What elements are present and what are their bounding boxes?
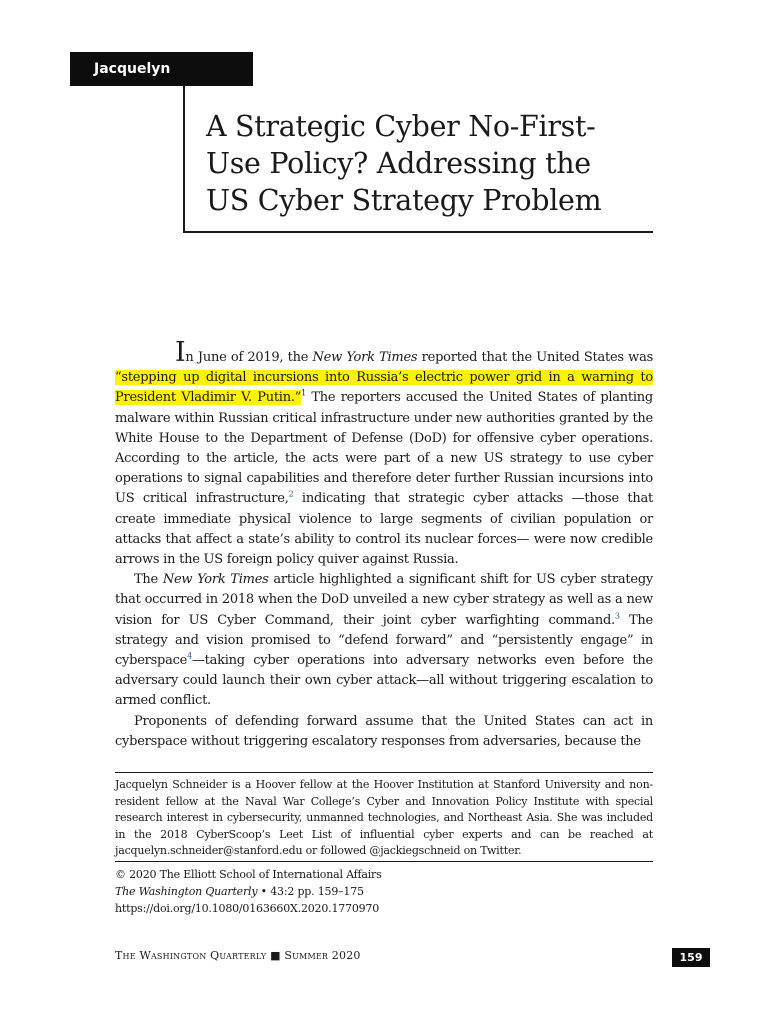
footnote-ref-2[interactable]: 2	[288, 490, 294, 500]
title-line-1: A Strategic Cyber No-First-	[206, 110, 596, 143]
p1-text-a: n June of 2019, the	[185, 350, 313, 365]
p1-text-c: The reporters accused the United States of planting malware within Russian critical infrastructure under new authorities granted by the White House to the Department of Defense (DoD) for offensive cyber operations. According to the article, the acts were part of a new US strategy to use cyber operations to signal capabilities and therefore deter further Russian incursions into US critical infrastructure,	[115, 390, 653, 507]
p2-text-c: The strategy and vision promised to “defend forward” and “persistently engage” in cyberspace	[115, 612, 653, 669]
title-frame-horizontal-rule	[183, 231, 653, 233]
highlighted-quote[interactable]: “stepping up digital incursions into Russia’s electric power grid in a warning to President Vladimir V. Putin.”	[115, 370, 653, 406]
p2-nyt: New York Times	[162, 572, 269, 588]
p2-text-d: —taking cyber operations into adversary networks even before the adversary could launch their own cyber attack—all without triggering escalation to armed conflict.	[115, 653, 653, 709]
doi-link[interactable]: https://doi.org/10.1080/0163660X.2020.1770970	[115, 902, 380, 915]
copyright-line: © 2020 The Elliott School of International Affairs	[115, 868, 382, 881]
title-line-3: US Cyber Strategy Problem	[206, 184, 602, 217]
drop-cap: I	[175, 337, 186, 368]
bio-top-rule	[115, 772, 653, 773]
p2-text-b: article highlighted a significant shift for US cyber strategy that occurred in 2018 when the DoD unveiled a new cyber strategy as well as a new vision for US Cyber Command, their joint cyber warfighting command.	[115, 572, 654, 628]
p1-nyt: New York Times	[312, 350, 418, 365]
paragraph-3: Proponents of defending forward assume that the United States can act in cyberspace without triggering escalatory responses from adversaries, because the	[115, 713, 653, 749]
issue-pages: • 43:2 pp. 159–175	[257, 885, 364, 898]
title-line-2: Use Policy? Addressing the	[206, 147, 591, 180]
footnote-ref-3[interactable]: 3	[614, 611, 620, 621]
article-body	[115, 337, 654, 752]
footnote-ref-1[interactable]: 1	[301, 389, 306, 399]
author-tab: Jacquelyn Schneider	[70, 52, 253, 86]
copyright-block	[115, 866, 653, 917]
p2-text-a: The	[134, 572, 163, 588]
p1-text-b: reported that the United States was	[417, 350, 653, 365]
p1-text-d: indicating that strategic cyber attacks —those that create immediate physical violence to large segments of civilian population or attacks that affect a state’s ability to control its nuclear forces— were now credible arrows in the US foreign policy quiver against Russia.	[115, 491, 653, 568]
bio-bottom-rule	[115, 861, 653, 862]
article-title	[206, 108, 656, 219]
title-frame-vertical-rule	[183, 86, 185, 233]
journal-issue-line	[115, 883, 653, 900]
footnote-ref-4[interactable]: 4	[187, 651, 192, 661]
author-bio: Jacquelyn Schneider is a Hoover fellow at the Hoover Institution at Stanford University and non-resident fellow at the Naval War College’s Cyber and Innovation Policy Institute with special research interest in cybersecurity, unmanned technologies, and Northeast Asia. She was included in the 2018 CyberScoop’s Leet List of influential cyber experts and can be reached at jacquelyn.schneider@stanford.edu or followed @jackiegschneid on Twitter.	[115, 778, 653, 858]
journal-name: The Washington Quarterly	[115, 885, 258, 898]
page-number: 159	[672, 948, 710, 967]
footer-journal: The Washington Quarterly ■ Summer 2020	[115, 949, 361, 962]
paragraph-2	[115, 570, 653, 711]
paragraph-1	[115, 337, 653, 570]
